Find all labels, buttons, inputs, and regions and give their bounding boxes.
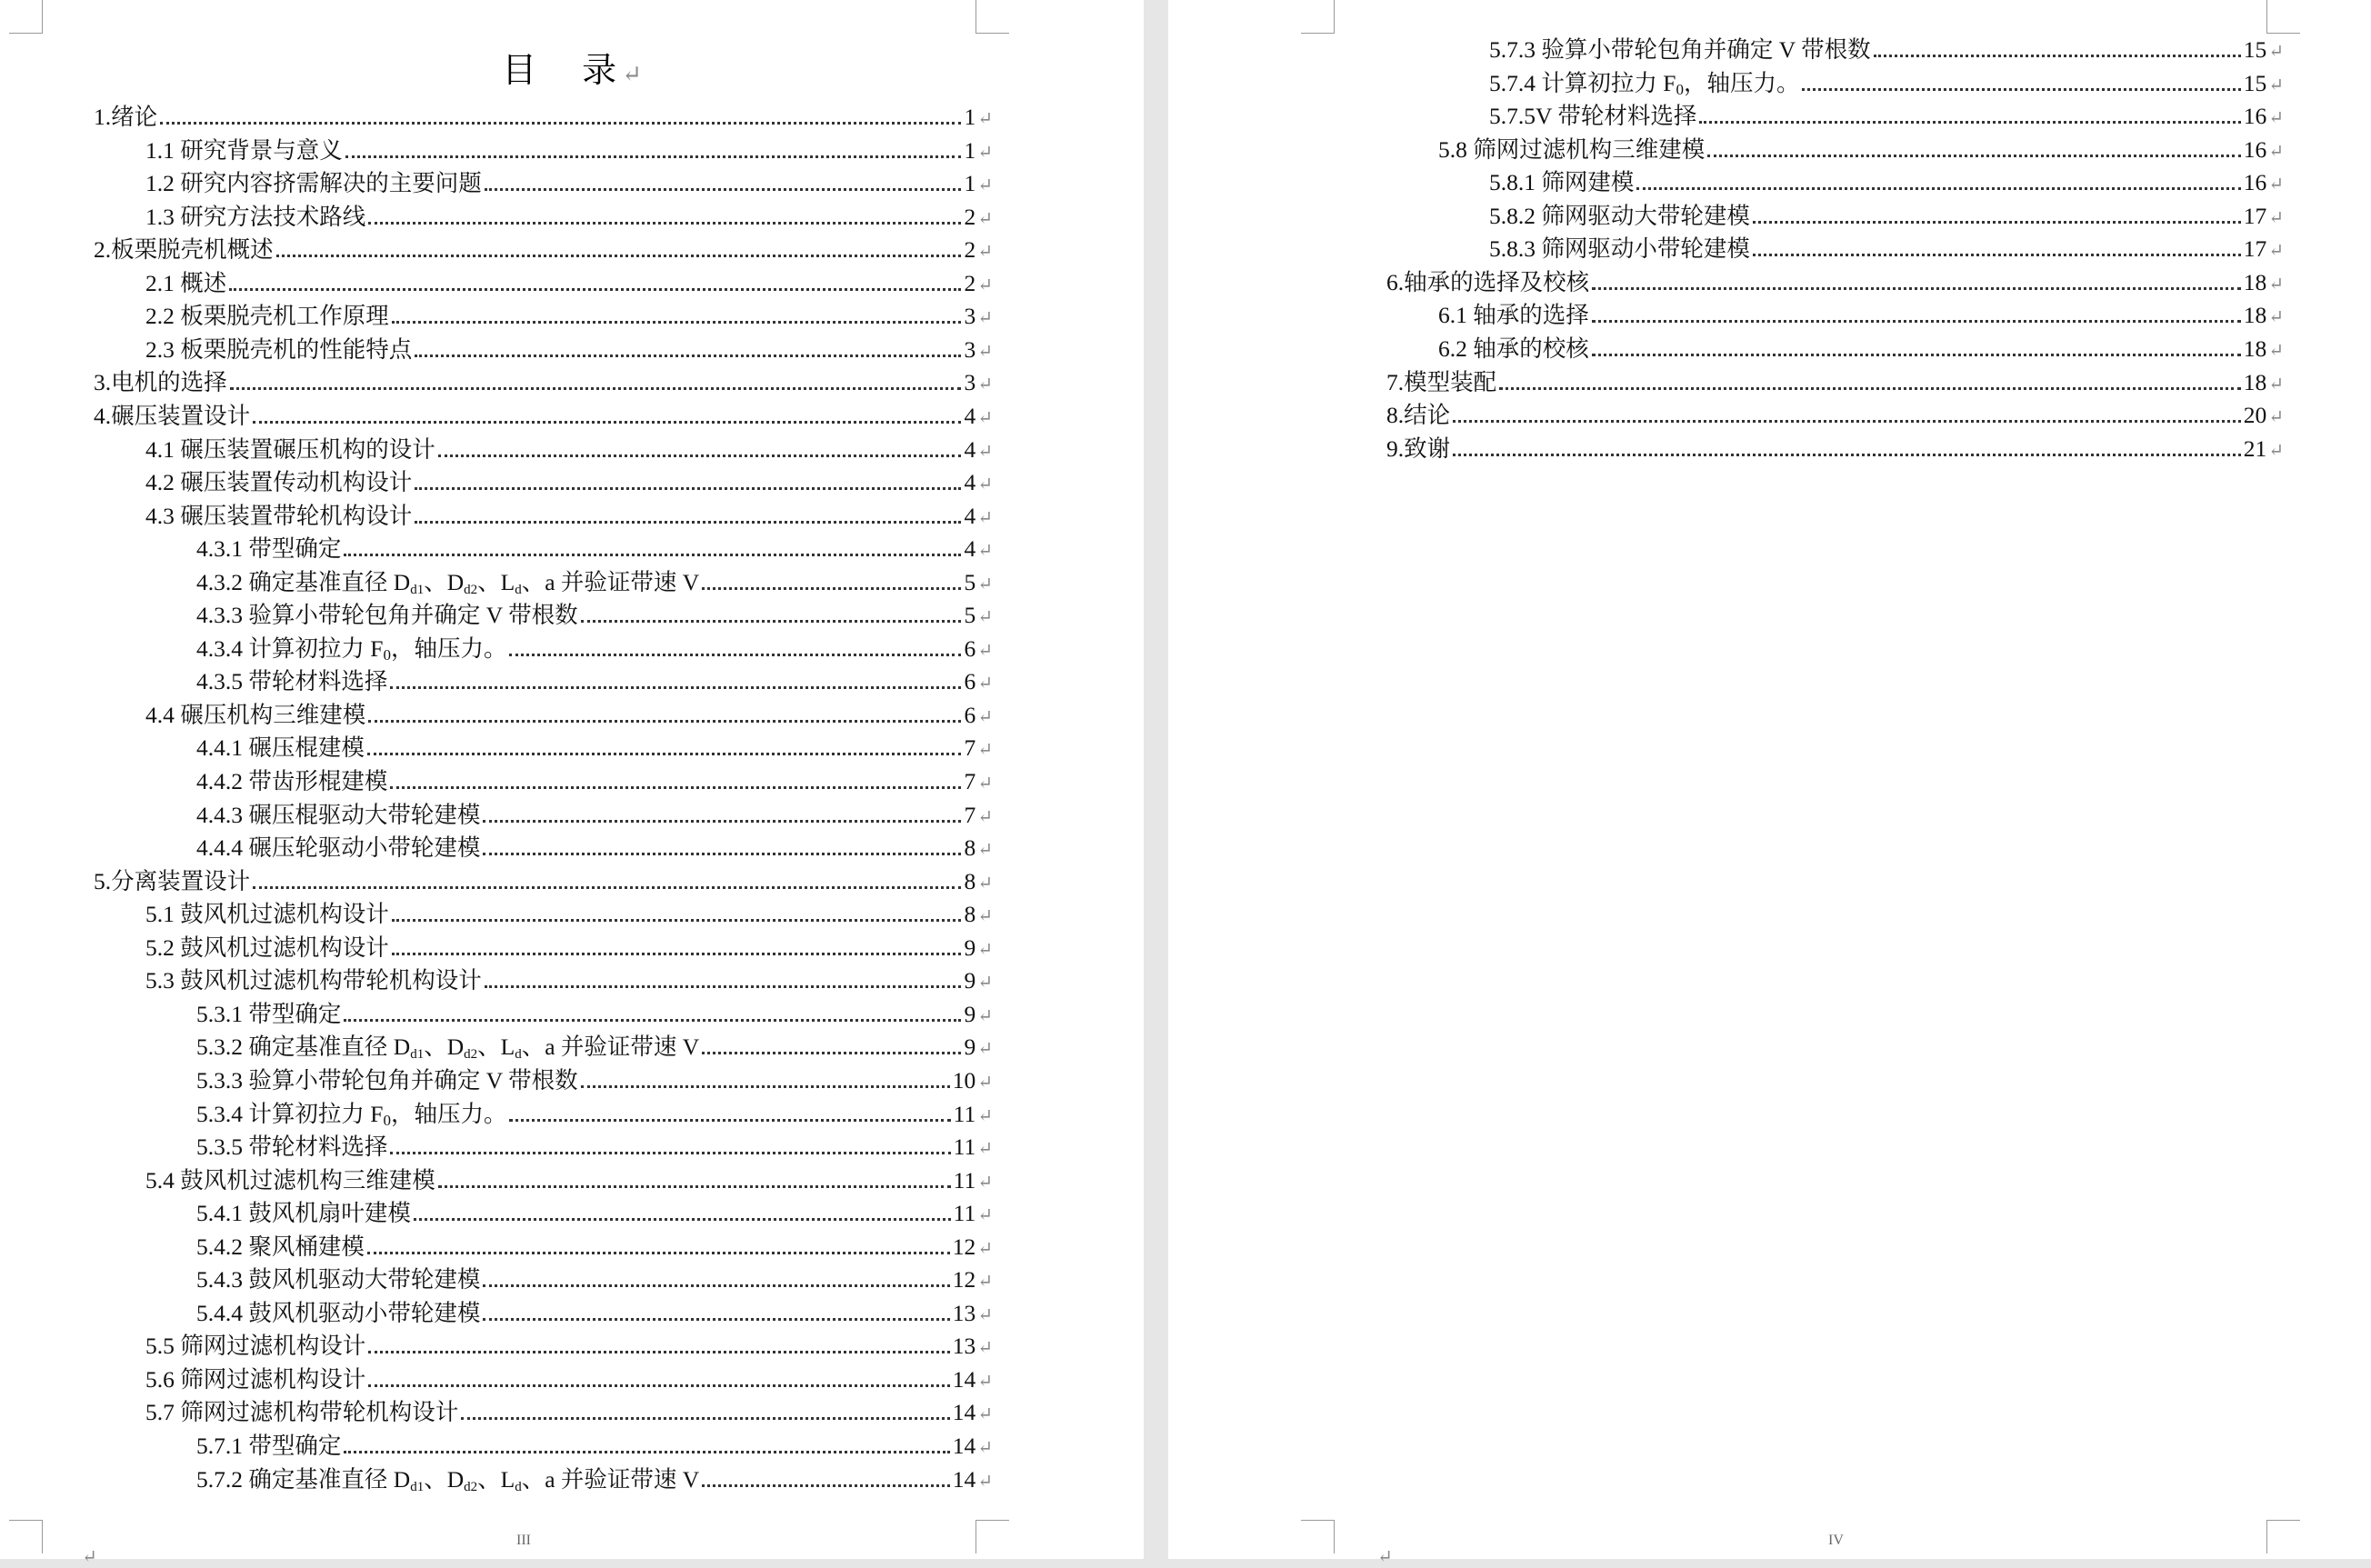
toc-entry-level-2[interactable] <box>1438 296 2284 330</box>
toc-entry-level-1[interactable] <box>1386 430 2284 464</box>
dot-leader <box>438 431 962 457</box>
dot-leader <box>483 1261 949 1287</box>
paragraph-mark: ↵ <box>977 939 993 960</box>
dot-leader <box>229 265 961 291</box>
paragraph-mark: ↵ <box>977 1238 993 1259</box>
toc-entry-page-number: 9 <box>964 1034 976 1061</box>
toc-entry-label: 4.3.5 带轮材料选择 <box>196 668 388 695</box>
toc-entry-label: 4.3 碾压装置带轮机构设计 <box>145 502 413 529</box>
paragraph-mark: ↵ <box>977 774 993 794</box>
toc-entry-page-number: 1 <box>964 136 976 164</box>
toc-entry-page-number: 13 <box>952 1333 976 1360</box>
paragraph-mark: ↵ <box>977 1072 993 1093</box>
toc-entry-level-2[interactable] <box>145 165 993 198</box>
toc-entry-label: 1.绪论 <box>94 104 158 130</box>
toc-entry-page-number: 8 <box>964 834 976 862</box>
dot-leader <box>1636 164 2240 190</box>
toc-entry-level-3[interactable] <box>196 1461 993 1494</box>
toc-entry-label: 4.4.1 碾压棍建模 <box>196 734 365 762</box>
toc-entry-label: 6.2 轴承的校核 <box>1438 335 1589 362</box>
paragraph-mark: ↵ <box>82 1547 97 1567</box>
paragraph-mark: ↵ <box>977 1005 993 1026</box>
paragraph-mark: ↵ <box>2268 108 2284 129</box>
toc-entry-level-3[interactable] <box>196 1095 993 1129</box>
dot-leader <box>368 696 961 723</box>
toc-entry-level-3[interactable] <box>196 796 993 830</box>
toc-entry-label: 5.4.3 鼓风机驱动大带轮建模 <box>196 1266 481 1293</box>
dot-leader <box>390 1128 950 1154</box>
paragraph-mark: ↵ <box>977 873 993 894</box>
dot-leader <box>483 1294 949 1321</box>
dot-leader <box>581 1062 950 1088</box>
paragraph-mark: ↵ <box>977 973 993 994</box>
dot-leader <box>253 863 961 889</box>
paragraph-mark: ↵ <box>2268 175 2284 195</box>
toc-entry-label: 4.3.1 带型确定 <box>196 535 342 563</box>
paragraph-mark: ↵ <box>2268 340 2284 361</box>
toc-entry-label: 9.致谢 <box>1386 434 1451 462</box>
paragraph-mark: ↵ <box>977 1304 993 1325</box>
toc-entry-label: 7.模型装配 <box>1386 368 1497 395</box>
toc-entry-label: 5.8 筛网过滤机构三维建模 <box>1438 135 1706 163</box>
toc-entry-level-3[interactable] <box>196 1194 993 1228</box>
toc-entry-label: 5.7.1 带型确定 <box>196 1433 342 1459</box>
toc-entry-level-2[interactable] <box>145 895 993 929</box>
paragraph-mark: ↵ <box>977 1338 993 1359</box>
paragraph-mark: ↵ <box>977 208 993 229</box>
toc-entry-label: 1.3 研究方法技术路线 <box>145 203 366 230</box>
toc-entry-level-1[interactable] <box>1386 364 2284 397</box>
toc-entry-level-2[interactable] <box>145 464 993 497</box>
paragraph-mark: ↵ <box>977 906 993 927</box>
toc-entry-label: 4.碾压装置设计 <box>94 402 251 429</box>
footer-page-number: IV <box>1828 1533 1844 1548</box>
paragraph-mark: ↵ <box>977 1205 993 1226</box>
toc-entry-label: 5.3 鼓风机过滤机构带轮机构设计 <box>145 967 482 994</box>
toc-entry-label: 5.2 鼓风机过滤机构设计 <box>145 934 389 961</box>
paragraph-mark: ↵ <box>977 1039 993 1060</box>
toc-entry-page-number: 9 <box>964 967 976 994</box>
dot-leader <box>509 630 961 656</box>
toc-entry-label: 4.4.3 碾压棍驱动大带轮建模 <box>196 801 481 828</box>
toc-entry-level-2[interactable] <box>145 331 993 365</box>
toc-entry-page-number: 18 <box>2243 368 2267 395</box>
dot-leader <box>253 397 961 424</box>
toc-entry-page-number: 16 <box>2243 169 2267 196</box>
toc-entry-label: 2.3 板栗脱壳机的性能特点 <box>145 335 413 363</box>
dot-leader <box>344 995 961 1022</box>
toc-entry-level-1[interactable] <box>1386 396 2284 430</box>
toc-entry-level-1[interactable] <box>94 863 993 896</box>
toc-entry-page-number: 15 <box>2243 69 2267 96</box>
toc-entry-level-1[interactable] <box>94 98 993 132</box>
toc-entry-level-2[interactable] <box>1438 330 2284 364</box>
toc-entry-level-3[interactable] <box>1489 197 2284 231</box>
toc-entry-page-number: 15 <box>2243 36 2267 63</box>
dot-leader <box>1592 264 2241 290</box>
toc-entry-label: 4.4 碾压机构三维建模 <box>145 701 366 728</box>
toc-entry-page-number: 3 <box>964 335 976 363</box>
paragraph-mark: ↵ <box>977 407 993 428</box>
toc-entry-page-number: 1 <box>964 170 976 197</box>
dot-leader <box>438 1162 951 1188</box>
toc-entry-label: 4.3.4 计算初拉力 $F_0$，轴压力。 <box>196 634 507 664</box>
toc-entry-page-number: 4 <box>964 469 976 496</box>
toc-entry-level-2[interactable] <box>145 1361 993 1394</box>
toc-entry-level-2[interactable] <box>145 265 993 298</box>
paragraph-mark: ↵ <box>977 740 993 761</box>
dot-leader <box>1592 330 2241 356</box>
paragraph-mark: ↵ <box>977 474 993 495</box>
paragraph-mark: ↵ <box>977 507 993 528</box>
toc-entry-page-number: 9 <box>964 934 976 961</box>
dot-leader <box>1753 197 2241 224</box>
page-corner-mark <box>975 0 1009 34</box>
toc-entry-level-2[interactable] <box>145 1162 993 1195</box>
paragraph-mark: ↵ <box>2268 42 2284 62</box>
dot-leader <box>483 796 961 823</box>
toc-entry-level-3[interactable] <box>196 1294 993 1328</box>
toc-entry-level-3[interactable] <box>1489 164 2284 197</box>
dot-leader <box>160 98 961 125</box>
dot-leader <box>485 962 962 988</box>
dot-leader <box>483 829 961 855</box>
paragraph-mark: ↵ <box>977 242 993 263</box>
document-page-left <box>0 0 1144 1567</box>
toc-entry-label: 4.3.3 验算小带轮包角并确定 V 带根数 <box>196 602 578 629</box>
toc-entry-page-number: 10 <box>952 1066 976 1094</box>
dot-leader <box>1499 364 2241 390</box>
toc-entry-page-number: 6 <box>964 668 976 695</box>
toc-entry-page-number: 16 <box>2243 135 2267 163</box>
toc-entry-page-number: 14 <box>952 1399 976 1426</box>
toc-entry-page-number: 2 <box>964 269 976 296</box>
toc-entry-page-number: 18 <box>2243 268 2267 295</box>
paragraph-mark: ↵ <box>977 441 993 462</box>
toc-entry-page-number: 18 <box>2243 335 2267 362</box>
toc-entry-label: 4.3.2 确定基准直径 $D_{d1}$、$D_{d2}$、$L_d$、a 并验证带速 V <box>196 568 700 597</box>
toc-entry-label: 2.2 板栗脱壳机工作原理 <box>145 303 389 330</box>
dot-leader <box>392 895 962 922</box>
paragraph-mark: ↵ <box>977 541 993 562</box>
toc-title: 目 录↵ <box>502 52 642 90</box>
toc-entry-page-number: 7 <box>964 801 976 828</box>
dot-leader <box>1707 131 2240 157</box>
toc-entry-level-2[interactable] <box>1438 131 2284 165</box>
toc-entry-level-2[interactable] <box>145 497 993 531</box>
toc-entry-label: 2.1 概述 <box>145 269 227 296</box>
page-corner-mark <box>2266 1520 2300 1553</box>
toc-entry-page-number: 2 <box>964 236 976 264</box>
toc-entry-level-3[interactable] <box>1489 97 2284 131</box>
paragraph-mark: ↵ <box>977 341 993 362</box>
toc-entry-label: 6.1 轴承的选择 <box>1438 302 1589 329</box>
toc-entry-level-3[interactable] <box>196 1228 993 1262</box>
page-corner-mark <box>1301 1520 1335 1553</box>
toc-entry-label: 5.7.5V 带轮材料选择 <box>1489 103 1697 130</box>
toc-entry-level-3[interactable] <box>196 663 993 696</box>
toc-entry-label: 5.4.4 鼓风机驱动小带轮建模 <box>196 1299 481 1326</box>
dot-leader <box>368 1327 949 1353</box>
dot-leader <box>367 1228 950 1254</box>
page-corner-mark <box>2266 0 2300 34</box>
dot-leader <box>1453 396 2241 423</box>
toc-entry-page-number: 20 <box>2243 402 2267 429</box>
toc-entry-page-number: 4 <box>964 502 976 529</box>
page-corner-mark <box>975 1520 1009 1553</box>
paragraph-mark: ↵ <box>977 275 993 295</box>
dot-leader <box>415 331 961 357</box>
paragraph-mark: ↵ <box>977 1404 993 1425</box>
paragraph-mark: ↵ <box>1377 1547 1393 1567</box>
paragraph-mark: ↵ <box>977 175 993 196</box>
dot-leader <box>344 1427 949 1453</box>
dot-leader <box>702 564 961 590</box>
paragraph-mark: ↵ <box>2268 407 2284 428</box>
paragraph-mark: ↵ <box>977 1471 993 1492</box>
dot-leader <box>368 1361 949 1387</box>
dot-leader <box>390 763 961 789</box>
dot-leader <box>702 1461 950 1487</box>
paragraph-mark: ↵ <box>2268 274 2284 295</box>
toc-entry-label: 1.2 研究内容挤需解决的主要问题 <box>145 170 482 197</box>
paragraph-mark: ↵ <box>977 375 993 395</box>
dot-leader <box>702 1028 961 1054</box>
paragraph-mark: ↵ <box>2268 241 2284 262</box>
toc-entry-page-number: 1 <box>964 104 976 130</box>
toc-entry-label: 5.6 筛网过滤机构设计 <box>145 1365 366 1393</box>
paragraph-mark: ↵ <box>2268 307 2284 328</box>
toc-entry-page-number: 2 <box>964 203 976 230</box>
dot-leader <box>1874 31 2241 57</box>
dot-leader <box>368 198 961 225</box>
toc-entry-page-number: 12 <box>952 1266 976 1293</box>
toc-entry-page-number: 4 <box>964 435 976 463</box>
toc-entry-label: 5.7.4 计算初拉力 $F_0$，轴压力。 <box>1489 69 1800 98</box>
toc-entry-page-number: 9 <box>964 1000 976 1027</box>
toc-entry-page-number: 4 <box>964 535 976 563</box>
toc-entry-label: 4.2 碾压装置传动机构设计 <box>145 469 413 496</box>
page-corner-mark <box>9 0 43 34</box>
toc-entry-level-3[interactable] <box>1489 230 2284 264</box>
toc-entry-label: 5.8.3 筛网驱动小带轮建模 <box>1489 235 1750 263</box>
dot-leader <box>1453 430 2241 456</box>
toc-entry-page-number: 16 <box>2243 103 2267 130</box>
toc-entry-label: 5.4.1 鼓风机扇叶建模 <box>196 1200 411 1227</box>
paragraph-mark: ↵ <box>977 142 993 163</box>
toc-entry-page-number: 14 <box>952 1465 976 1493</box>
toc-entry-level-3[interactable] <box>1489 65 2284 98</box>
toc-entry-label: 2.板栗脱壳机概述 <box>94 236 274 264</box>
paragraph-mark: ↵ <box>977 574 993 594</box>
paragraph-mark: ↵ <box>977 674 993 694</box>
toc-entry-label: 5.5 筛网过滤机构设计 <box>145 1333 366 1360</box>
toc-entry-page-number: 5 <box>964 568 976 595</box>
toc-entry-level-3[interactable] <box>196 1028 993 1062</box>
toc-entry-page-number: 8 <box>964 867 976 894</box>
toc-entry-label: 8.结论 <box>1386 402 1451 429</box>
toc-entry-level-2[interactable] <box>145 198 993 232</box>
paragraph-mark: ↵ <box>2268 141 2284 162</box>
paragraph-mark: ↵ <box>977 706 993 727</box>
paragraph-mark: ↵ <box>2268 207 2284 228</box>
toc-entry-page-number: 11 <box>953 1166 976 1193</box>
toc-entry-label: 5.分离装置设计 <box>94 867 251 894</box>
paragraph-mark: ↵ <box>2268 75 2284 95</box>
dot-leader <box>1802 65 2240 91</box>
dot-leader <box>230 364 962 390</box>
toc-entry-page-number: 11 <box>953 1100 976 1127</box>
toc-entry-label: 5.7 筛网过滤机构带轮机构设计 <box>145 1399 459 1426</box>
dot-leader <box>392 929 962 955</box>
paragraph-mark: ↵ <box>977 109 993 129</box>
toc-entry-label: 5.3.2 确定基准直径 $D_{d1}$、$D_{d2}$、$L_d$、a 并验证带速 V <box>196 1034 700 1063</box>
toc-entry-label: 5.7.3 验算小带轮包角并确定 V 带根数 <box>1489 36 1871 63</box>
dot-leader <box>581 596 962 623</box>
dot-leader <box>345 132 962 158</box>
paragraph-mark: ↵ <box>977 1172 993 1193</box>
toc-entry-page-number: 17 <box>2243 235 2267 263</box>
paragraph-mark: ↵ <box>2268 440 2284 461</box>
dot-leader <box>509 1095 950 1122</box>
toc-entry-level-3[interactable] <box>196 995 993 1029</box>
toc-entry-level-3[interactable] <box>196 564 993 597</box>
toc-entry-level-3[interactable] <box>196 1062 993 1095</box>
toc-entry-page-number: 7 <box>964 734 976 762</box>
toc-entry-label: 5.8.2 筛网驱动大带轮建模 <box>1489 202 1750 229</box>
paragraph-mark: ↵ <box>977 1438 993 1458</box>
toc-entry-label: 5.3.4 计算初拉力 $F_0$，轴压力。 <box>196 1100 507 1129</box>
paragraph-mark: ↵ <box>977 640 993 661</box>
toc-entry-label: 4.4.4 碾压轮驱动小带轮建模 <box>196 834 481 862</box>
toc-entry-level-3[interactable] <box>196 1427 993 1461</box>
dot-leader <box>392 297 962 324</box>
page-corner-mark <box>1301 0 1335 34</box>
toc-entry-level-2[interactable] <box>145 1393 993 1427</box>
toc-entry-level-1[interactable] <box>94 397 993 431</box>
dot-leader <box>390 663 961 689</box>
toc-entry-level-3[interactable] <box>196 530 993 564</box>
toc-entry-level-1[interactable] <box>94 364 993 397</box>
toc-entry-level-2[interactable] <box>145 962 993 995</box>
toc-entry-page-number: 13 <box>952 1299 976 1326</box>
dot-leader <box>1699 97 2240 124</box>
dot-leader <box>1753 230 2241 256</box>
toc-entry-label: 5.3.5 带轮材料选择 <box>196 1134 388 1161</box>
paragraph-mark: ↵ <box>977 1371 993 1392</box>
paragraph-mark: ↵ <box>977 308 993 329</box>
toc-entry-level-2[interactable] <box>145 1327 993 1361</box>
dot-leader <box>461 1393 949 1420</box>
paragraph-mark: ↵ <box>977 840 993 861</box>
dot-leader <box>414 1194 951 1221</box>
toc-entry-label: 5.7.2 确定基准直径 $D_{d1}$、$D_{d2}$、$L_d$、a 并验证带速 V <box>196 1465 700 1494</box>
toc-entry-label: 5.3.3 验算小带轮包角并确定 V 带根数 <box>196 1066 578 1094</box>
toc-entry-page-number: 8 <box>964 901 976 928</box>
toc-entry-level-3[interactable] <box>196 829 993 863</box>
dot-leader <box>1592 296 2241 323</box>
toc-entry-level-3[interactable] <box>196 596 993 630</box>
toc-entry-level-3[interactable] <box>196 763 993 796</box>
toc-entry-page-number: 6 <box>964 634 976 662</box>
paragraph-mark: ↵ <box>977 1105 993 1126</box>
dot-leader <box>415 464 961 490</box>
toc-entry-level-2[interactable] <box>145 297 993 331</box>
toc-entry-label: 4.1 碾压装置碾压机构的设计 <box>145 435 435 463</box>
toc-entry-level-3[interactable] <box>196 1261 993 1294</box>
toc-entry-label: 6.轴承的选择及校核 <box>1386 268 1590 295</box>
toc-entry-page-number: 3 <box>964 369 976 396</box>
toc-entry-page-number: 5 <box>964 602 976 629</box>
page-corner-mark <box>9 1520 43 1553</box>
paragraph-mark: ↵ <box>977 607 993 628</box>
toc-entry-label: 4.4.2 带齿形棍建模 <box>196 768 388 794</box>
toc-entry-level-1[interactable] <box>1386 264 2284 297</box>
toc-entry-level-3[interactable] <box>196 1128 993 1162</box>
paragraph-mark: ↵ <box>977 1272 993 1293</box>
toc-entry-label: 3.电机的选择 <box>94 369 227 396</box>
toc-entry-level-2[interactable] <box>145 431 993 464</box>
toc-entry-level-3[interactable] <box>196 729 993 763</box>
toc-entry-page-number: 12 <box>952 1233 976 1260</box>
toc-entry-label: 5.4.2 聚风桶建模 <box>196 1233 365 1260</box>
toc-entry-page-number: 11 <box>953 1200 976 1227</box>
toc-entry-page-number: 4 <box>964 402 976 429</box>
toc-entry-label: 5.4 鼓风机过滤机构三维建模 <box>145 1166 435 1193</box>
paragraph-mark: ↵ <box>2268 374 2284 394</box>
toc-entry-page-number: 21 <box>2243 434 2267 462</box>
toc-entry-label: 5.1 鼓风机过滤机构设计 <box>145 901 389 928</box>
toc-entry-level-3[interactable] <box>196 630 993 664</box>
toc-entry-level-2[interactable] <box>145 696 993 730</box>
paragraph-mark: ↵ <box>977 1139 993 1160</box>
toc-entry-page-number: 7 <box>964 768 976 794</box>
toc-entry-page-number: 3 <box>964 303 976 330</box>
toc-entry-page-number: 14 <box>952 1433 976 1459</box>
dot-leader <box>276 231 962 257</box>
toc-entry-page-number: 6 <box>964 701 976 728</box>
dot-leader <box>415 497 961 524</box>
toc-entry-label: 5.8.1 筛网建模 <box>1489 169 1635 196</box>
toc-entry-page-number: 14 <box>952 1365 976 1393</box>
dot-leader <box>485 165 962 191</box>
document-page-right <box>1168 0 2371 1567</box>
footer-page-number: III <box>516 1533 531 1548</box>
toc-entry-page-number: 18 <box>2243 302 2267 329</box>
toc-entry-page-number: 11 <box>953 1134 976 1161</box>
toc-entry-level-2[interactable] <box>145 132 993 165</box>
dot-leader <box>367 729 962 755</box>
toc-entry-page-number: 17 <box>2243 202 2267 229</box>
toc-entry-label: 5.3.1 带型确定 <box>196 1000 342 1027</box>
toc-entry-level-1[interactable] <box>94 231 993 265</box>
toc-entry-label: 1.1 研究背景与意义 <box>145 136 343 164</box>
toc-entry-level-2[interactable] <box>145 929 993 963</box>
dot-leader <box>344 530 961 556</box>
paragraph-mark: ↵ <box>977 806 993 827</box>
toc-entry-level-3[interactable] <box>1489 31 2284 65</box>
